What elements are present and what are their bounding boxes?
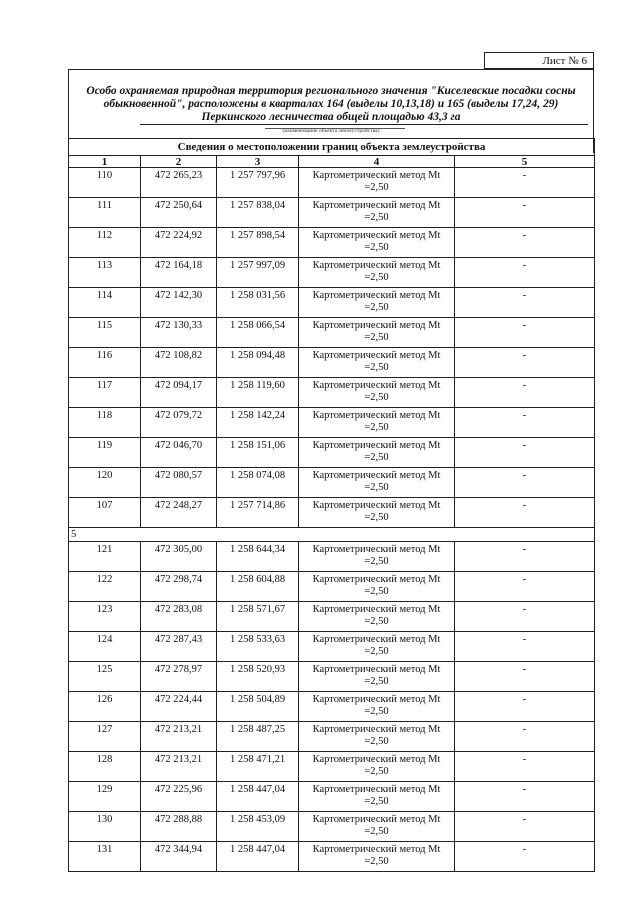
point-number: 117	[69, 378, 141, 408]
table-row	[69, 812, 595, 842]
coord-y: 1 258 074,08	[217, 468, 299, 498]
method-text: Картометрический метод Mt	[312, 350, 441, 361]
method-text: Картометрический метод Mt	[312, 170, 441, 181]
method-cell	[299, 498, 455, 528]
method-accuracy: =2,50	[364, 452, 389, 463]
coord-x: 472 344,94	[141, 842, 217, 872]
method-accuracy: =2,50	[364, 616, 389, 627]
coord-y: 1 258 447,04	[217, 842, 299, 872]
coord-x: 472 164,18	[141, 258, 217, 288]
method-cell	[299, 812, 455, 842]
extra-value: -	[455, 408, 595, 438]
method-accuracy: =2,50	[364, 826, 389, 837]
method-text: Картометрический метод Mt	[312, 694, 441, 705]
extra-value: -	[455, 198, 595, 228]
title-underline	[140, 124, 588, 125]
method-text: Картометрический метод Mt	[312, 230, 441, 241]
extra-value: -	[455, 378, 595, 408]
extra-value: -	[455, 812, 595, 842]
extra-value: -	[455, 722, 595, 752]
table-row	[69, 498, 595, 528]
extra-value: -	[455, 782, 595, 812]
table-row	[69, 692, 595, 722]
method-text: Картометрический метод Mt	[312, 664, 441, 675]
extra-value: -	[455, 468, 595, 498]
coord-y: 1 258 119,60	[217, 378, 299, 408]
coord-y: 1 258 487,25	[217, 722, 299, 752]
method-text: Картометрический метод Mt	[312, 200, 441, 211]
method-text: Картометрический метод Mt	[312, 724, 441, 735]
point-number: 130	[69, 812, 141, 842]
contour-row	[69, 528, 595, 542]
extra-value: -	[455, 288, 595, 318]
table-row	[69, 542, 595, 572]
method-cell	[299, 198, 455, 228]
point-number: 116	[69, 348, 141, 378]
method-text: Картометрический метод Mt	[312, 634, 441, 645]
point-number: 120	[69, 468, 141, 498]
point-number: 123	[69, 602, 141, 632]
table-row	[69, 408, 595, 438]
table-row	[69, 842, 595, 872]
coord-y: 1 258 151,06	[217, 438, 299, 468]
extra-value: -	[455, 258, 595, 288]
method-cell	[299, 378, 455, 408]
sheet-number: Лист № 6	[484, 52, 594, 69]
method-text: Картометрический метод Mt	[312, 260, 441, 271]
method-accuracy: =2,50	[364, 182, 389, 193]
coord-x: 472 278,97	[141, 662, 217, 692]
point-number: 111	[69, 198, 141, 228]
table-row	[69, 602, 595, 632]
coord-y: 1 258 066,54	[217, 318, 299, 348]
coord-y: 1 257 838,04	[217, 198, 299, 228]
point-number: 119	[69, 438, 141, 468]
table-row	[69, 258, 595, 288]
column-number: 2	[141, 156, 217, 168]
extra-value: -	[455, 542, 595, 572]
point-number: 125	[69, 662, 141, 692]
method-accuracy: =2,50	[364, 212, 389, 223]
method-cell	[299, 782, 455, 812]
coord-y: 1 258 644,34	[217, 542, 299, 572]
table-row	[69, 318, 595, 348]
extra-value: -	[455, 662, 595, 692]
extra-value: -	[455, 438, 595, 468]
method-accuracy: =2,50	[364, 736, 389, 747]
extra-value: -	[455, 228, 595, 258]
method-cell	[299, 348, 455, 378]
method-text: Картометрический метод Mt	[312, 440, 441, 451]
column-number-row	[69, 156, 595, 168]
method-text: Картометрический метод Mt	[312, 814, 441, 825]
extra-value: -	[455, 318, 595, 348]
method-text: Картометрический метод Mt	[312, 500, 441, 511]
coordinates-table-body	[69, 139, 595, 872]
coord-x: 472 283,08	[141, 602, 217, 632]
method-cell	[299, 288, 455, 318]
point-number: 127	[69, 722, 141, 752]
method-accuracy: =2,50	[364, 646, 389, 657]
coord-x: 472 305,00	[141, 542, 217, 572]
point-number: 114	[69, 288, 141, 318]
table-row	[69, 722, 595, 752]
table-row	[69, 752, 595, 782]
coord-y: 1 258 571,67	[217, 602, 299, 632]
method-text: Картометрический метод Mt	[312, 754, 441, 765]
coord-x: 472 213,21	[141, 752, 217, 782]
coord-x: 472 248,27	[141, 498, 217, 528]
point-number: 126	[69, 692, 141, 722]
point-number: 128	[69, 752, 141, 782]
coord-x: 472 287,43	[141, 632, 217, 662]
extra-value: -	[455, 632, 595, 662]
point-number: 122	[69, 572, 141, 602]
coord-x: 472 265,23	[141, 168, 217, 198]
coord-y: 1 258 533,63	[217, 632, 299, 662]
column-number: 1	[69, 156, 141, 168]
method-accuracy: =2,50	[364, 272, 389, 283]
table-row	[69, 468, 595, 498]
coord-y: 1 258 504,89	[217, 692, 299, 722]
point-number: 107	[69, 498, 141, 528]
method-cell	[299, 722, 455, 752]
coord-x: 472 224,44	[141, 692, 217, 722]
method-text: Картометрический метод Mt	[312, 604, 441, 615]
method-cell	[299, 408, 455, 438]
method-accuracy: =2,50	[364, 362, 389, 373]
coord-y: 1 258 447,04	[217, 782, 299, 812]
title-line-2: обыкновенной", расположены в кварталах 164 (выделы 10,13,18) и 165 (выделы 17,24, 29)	[103, 98, 559, 110]
method-cell	[299, 662, 455, 692]
coord-x: 472 250,64	[141, 198, 217, 228]
table-row	[69, 228, 595, 258]
method-cell	[299, 602, 455, 632]
point-number: 129	[69, 782, 141, 812]
document-title	[68, 85, 594, 124]
coord-y: 1 258 142,24	[217, 408, 299, 438]
coord-y: 1 257 714,86	[217, 498, 299, 528]
method-cell	[299, 692, 455, 722]
coord-y: 1 257 797,96	[217, 168, 299, 198]
method-accuracy: =2,50	[364, 512, 389, 523]
table-row	[69, 198, 595, 228]
method-accuracy: =2,50	[364, 302, 389, 313]
method-cell	[299, 842, 455, 872]
method-text: Картометрический метод Mt	[312, 410, 441, 421]
coord-y: 1 258 453,09	[217, 812, 299, 842]
coord-y: 1 257 997,09	[217, 258, 299, 288]
method-cell	[299, 542, 455, 572]
coord-x: 472 080,57	[141, 468, 217, 498]
method-text: Картометрический метод Mt	[312, 544, 441, 555]
method-cell	[299, 752, 455, 782]
extra-value: -	[455, 168, 595, 198]
method-cell	[299, 438, 455, 468]
method-cell	[299, 228, 455, 258]
column-number: 3	[217, 156, 299, 168]
coordinates-table	[68, 138, 595, 872]
extra-value: -	[455, 752, 595, 782]
extra-value: -	[455, 498, 595, 528]
table-row	[69, 632, 595, 662]
method-cell	[299, 168, 455, 198]
coord-y: 1 258 604,88	[217, 572, 299, 602]
table-row	[69, 662, 595, 692]
method-cell	[299, 572, 455, 602]
point-number: 112	[69, 228, 141, 258]
title-line-3: Перкинского лесничества общей площадью 43,3 га	[201, 111, 461, 123]
method-accuracy: =2,50	[364, 242, 389, 253]
extra-value: -	[455, 692, 595, 722]
contour-label: 5	[69, 528, 595, 542]
coord-y: 1 258 520,93	[217, 662, 299, 692]
method-cell	[299, 468, 455, 498]
point-number: 113	[69, 258, 141, 288]
coord-x: 472 288,88	[141, 812, 217, 842]
table-row	[69, 348, 595, 378]
method-accuracy: =2,50	[364, 556, 389, 567]
coord-x: 472 213,21	[141, 722, 217, 752]
object-caption: (наименование объекта землеустройства)	[282, 128, 380, 134]
method-text: Картометрический метод Mt	[312, 574, 441, 585]
coord-y: 1 258 031,56	[217, 288, 299, 318]
table-row	[69, 572, 595, 602]
coord-x: 472 079,72	[141, 408, 217, 438]
column-number: 5	[455, 156, 595, 168]
column-number: 4	[299, 156, 455, 168]
extra-value: -	[455, 842, 595, 872]
coord-x: 472 142,30	[141, 288, 217, 318]
table-row	[69, 438, 595, 468]
coord-y: 1 258 094,48	[217, 348, 299, 378]
method-cell	[299, 258, 455, 288]
method-accuracy: =2,50	[364, 796, 389, 807]
method-text: Картометрический метод Mt	[312, 290, 441, 301]
table-row	[69, 378, 595, 408]
method-text: Картометрический метод Mt	[312, 320, 441, 331]
method-accuracy: =2,50	[364, 422, 389, 433]
point-number: 110	[69, 168, 141, 198]
table-row	[69, 168, 595, 198]
point-number: 121	[69, 542, 141, 572]
method-accuracy: =2,50	[364, 392, 389, 403]
method-accuracy: =2,50	[364, 766, 389, 777]
method-cell	[299, 318, 455, 348]
coord-x: 472 108,82	[141, 348, 217, 378]
point-number: 124	[69, 632, 141, 662]
coord-x: 472 094,17	[141, 378, 217, 408]
section-title: Сведения о местоположении границ объекта землеустройства	[69, 139, 595, 156]
coord-x: 472 046,70	[141, 438, 217, 468]
extra-value: -	[455, 602, 595, 632]
point-number: 131	[69, 842, 141, 872]
coord-y: 1 258 471,21	[217, 752, 299, 782]
method-accuracy: =2,50	[364, 586, 389, 597]
method-accuracy: =2,50	[364, 856, 389, 867]
coord-x: 472 224,92	[141, 228, 217, 258]
method-accuracy: =2,50	[364, 332, 389, 343]
method-text: Картометрический метод Mt	[312, 380, 441, 391]
coord-x: 472 298,74	[141, 572, 217, 602]
table-row	[69, 782, 595, 812]
method-accuracy: =2,50	[364, 706, 389, 717]
method-accuracy: =2,50	[364, 676, 389, 687]
extra-value: -	[455, 348, 595, 378]
method-text: Картометрический метод Mt	[312, 844, 441, 855]
method-accuracy: =2,50	[364, 482, 389, 493]
point-number: 118	[69, 408, 141, 438]
point-number: 115	[69, 318, 141, 348]
method-text: Картометрический метод Mt	[312, 784, 441, 795]
table-row	[69, 288, 595, 318]
method-cell	[299, 632, 455, 662]
coord-y: 1 257 898,54	[217, 228, 299, 258]
section-header-row	[69, 139, 595, 156]
coord-x: 472 130,33	[141, 318, 217, 348]
coord-x: 472 225,96	[141, 782, 217, 812]
title-line-1: Особо охраняемая природная территория регионального значения "Киселевские посадки сосны	[86, 85, 576, 97]
method-text: Картометрический метод Mt	[312, 470, 441, 481]
extra-value: -	[455, 572, 595, 602]
